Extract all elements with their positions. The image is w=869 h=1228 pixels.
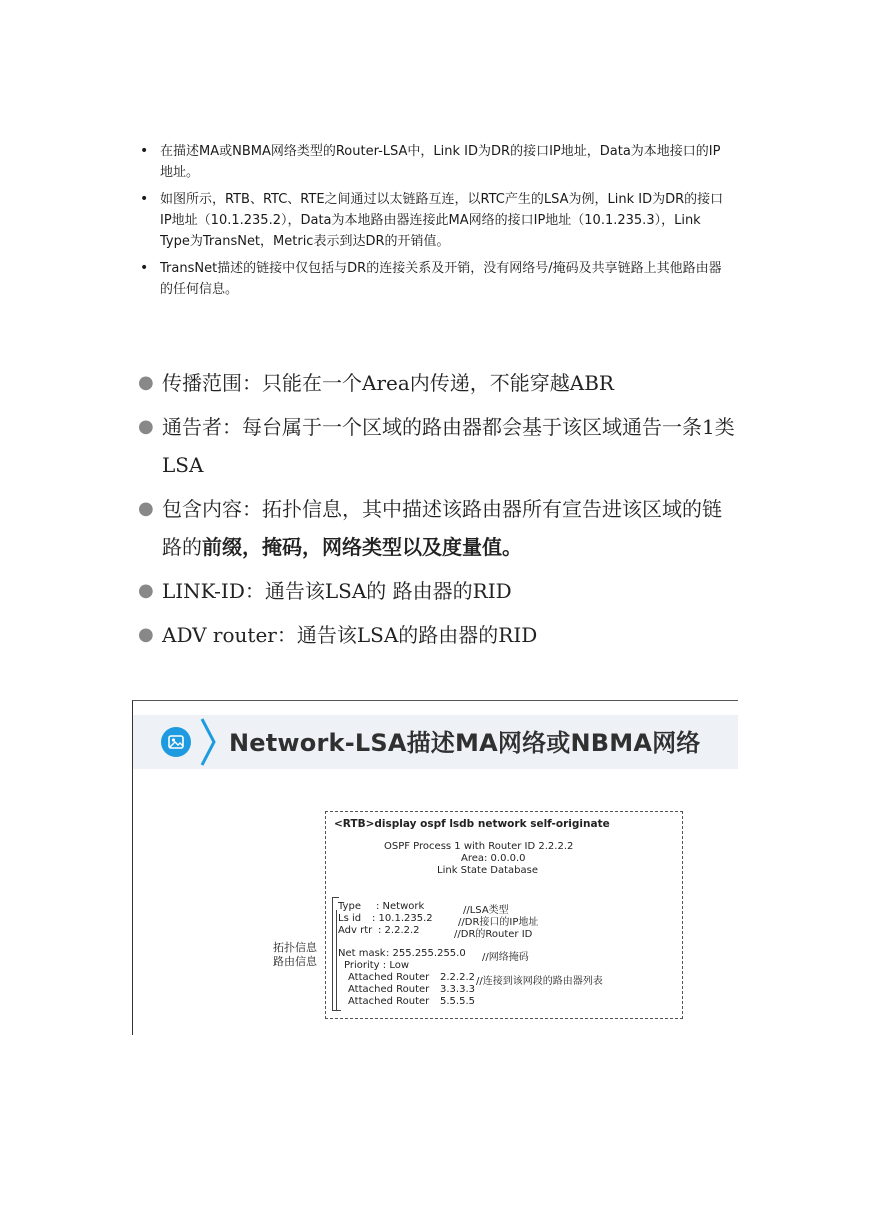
field-priority: Priority : Low bbox=[344, 960, 410, 971]
field-label: Net mask bbox=[338, 948, 386, 959]
field-value: : 255.255.255.0 bbox=[386, 948, 466, 959]
bullet-text: LINK-ID：通告该LSA的 路由器的RID bbox=[162, 579, 512, 603]
image-icon bbox=[161, 727, 191, 757]
terminal-header: Link State Database bbox=[437, 865, 539, 876]
main-bullet bbox=[136, 490, 736, 566]
side-label bbox=[273, 941, 317, 969]
field-value: 5.5.5.5 bbox=[440, 996, 475, 1007]
bullet-dot: ● bbox=[138, 416, 154, 437]
main-bullet bbox=[136, 616, 736, 654]
field-comment: //网络掩码 bbox=[482, 952, 529, 963]
side-label-topology: 拓扑信息 bbox=[273, 941, 317, 954]
field-comment: //LSA类型 bbox=[463, 905, 509, 916]
chevron-right-icon bbox=[199, 717, 217, 767]
field-label: Type bbox=[338, 901, 361, 912]
bullet-text: 传播范围：只能在一个Area内传递，不能穿越ABR bbox=[162, 371, 614, 395]
embedded-slide bbox=[132, 700, 738, 1035]
intro-bullet: • TransNet描述的链接中仅包括与DR的连接关系及开销，没有网络号/掩码及共享链路上其他路由器的任何信息。 bbox=[140, 258, 730, 300]
bullet-dot: ● bbox=[138, 498, 154, 519]
field-value: : 2.2.2.2 bbox=[378, 925, 420, 936]
bullet-dot: ● bbox=[138, 580, 154, 601]
main-bullet bbox=[136, 408, 736, 484]
field-value: : Network bbox=[376, 901, 425, 912]
field-label: Attached Router bbox=[348, 984, 430, 995]
field-label: Attached Router bbox=[348, 972, 430, 983]
field-label: Ls id bbox=[338, 913, 362, 924]
terminal-header: OSPF Process 1 with Router ID 2.2.2.2 bbox=[384, 841, 574, 852]
bullet-dot: ● bbox=[138, 624, 154, 645]
bullet-dot: ● bbox=[138, 372, 154, 393]
field-value: : 10.1.235.2 bbox=[372, 913, 433, 924]
intro-bullet: • 如图所示，RTB、RTC、RTE之间通过以太链路互连，以RTC产生的LSA为例，Link ID为DR的接口IP地址（10.1.235.2），Data为本地路由器连接此MA网络的接口IP地址（10.1.235.3），Link Type为TransNet，Metric表示到达DR的开销值。 bbox=[140, 189, 730, 252]
field-label: Attached Router bbox=[348, 996, 430, 1007]
side-label-routing: 路由信息 bbox=[273, 955, 317, 968]
field-value: 3.3.3.3 bbox=[440, 984, 475, 995]
bullet-text: ADV router：通告该LSA的路由器的RID bbox=[162, 623, 538, 647]
field-comment: //DR的Router ID bbox=[454, 929, 533, 940]
bullet-text: 通告者：每台属于一个区域的路由器都会基于该区域通告一条1类LSA bbox=[162, 415, 735, 477]
intro-bullet-list bbox=[140, 141, 730, 306]
field-label: Adv rtr bbox=[338, 925, 373, 936]
field-comment: //DR接口的IP地址 bbox=[458, 917, 539, 928]
bullet-bold-text: 前缀，掩码，网络类型以及度量值。 bbox=[202, 535, 522, 559]
field-value: 2.2.2.2 bbox=[440, 972, 475, 983]
main-bullet bbox=[136, 572, 736, 610]
intro-bullet: • 在描述MA或NBMA网络类型的Router-LSA中，Link ID为DR的接口IP地址，Data为本地接口的IP地址。 bbox=[140, 141, 730, 183]
terminal-output-box bbox=[325, 811, 683, 1019]
main-bullet bbox=[136, 364, 736, 402]
field-comment: //连接到该网段的路由器列表 bbox=[476, 976, 603, 987]
bullet-text: 包含内容：拓扑信息，其中描述该路由器所有宣告进该区域的链路的 bbox=[162, 497, 722, 559]
main-bullet-list bbox=[136, 364, 736, 660]
slide-title: Network-LSA描述MA网络或NBMA网络 bbox=[229, 729, 701, 757]
terminal-command: <RTB>display ospf lsdb network self-originate bbox=[334, 818, 610, 830]
terminal-header: Area: 0.0.0.0 bbox=[461, 853, 526, 864]
